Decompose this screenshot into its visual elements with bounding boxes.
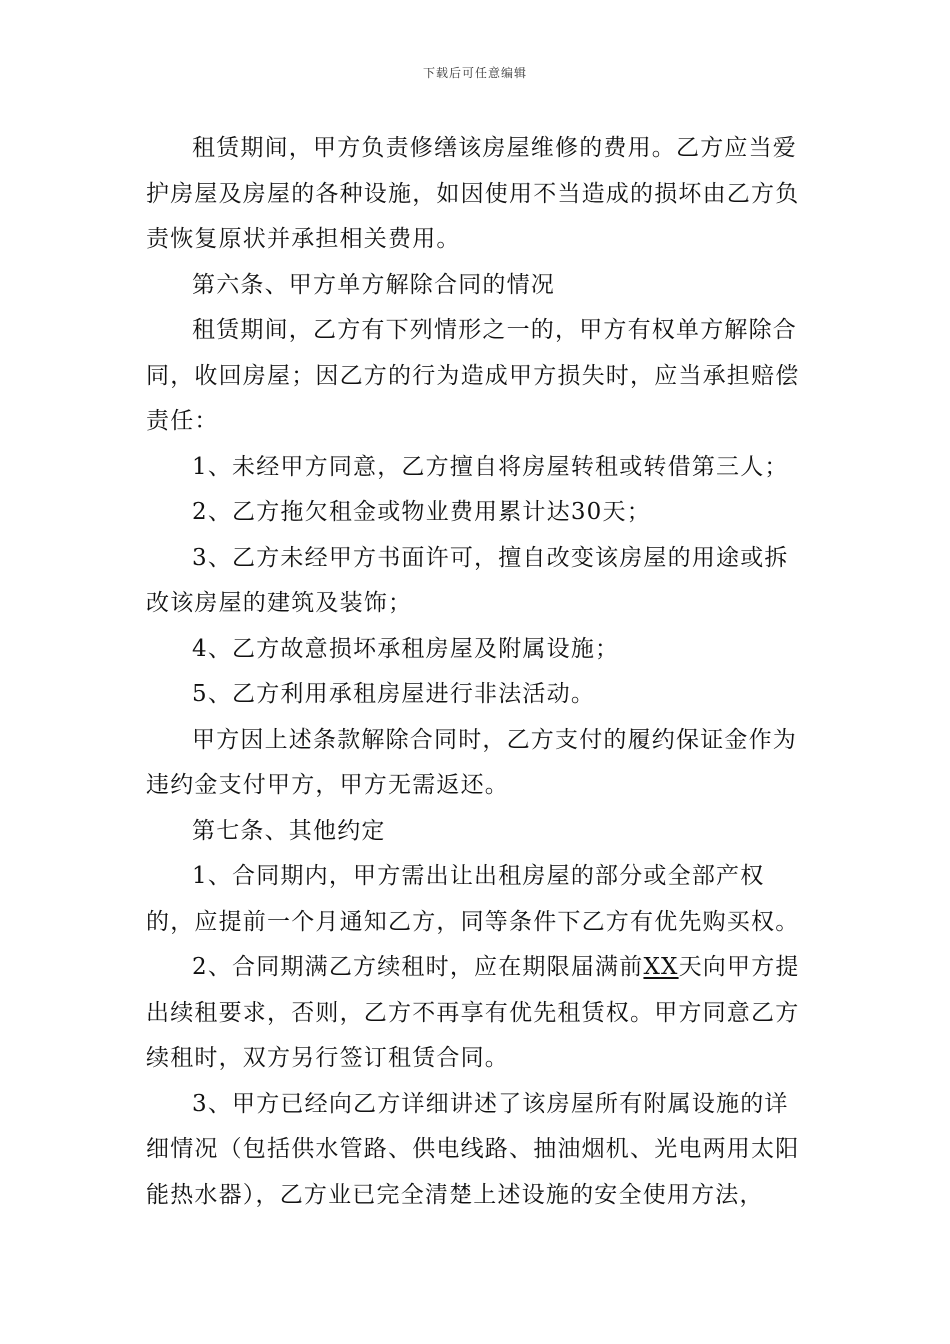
paragraph-deposit-forfeit: 甲方因上述条款解除合同时，乙方支付的履约保证金作为违约金支付甲方，甲方无需返还。 [146,726,797,798]
paragraph-repair-responsibility: 租赁期间，甲方负责修缮该房屋维修的费用。乙方应当爱护房屋及房屋的各种设施，如因使用不当造成的损坏由乙方负责恢复原状并承担相关费用。 [146,135,800,252]
termination-item-3: 3、乙方未经甲方书面许可，擅自改变该房屋的用途或拆改该房屋的建筑及装饰； [146,544,789,616]
termination-item-5: 5、乙方利用承租房屋进行非法活动。 [192,681,596,707]
termination-item-1: 1、未经甲方同意，乙方擅自将房屋转租或转借第三人； [192,453,789,480]
contract-body [146,126,806,1218]
renewal-days-blank: XX [643,954,679,980]
renewal-text-after: 天向甲方提出续租要求，否则，乙方不再享有优先租赁权。甲方同意乙方续租时，双方另行签订租赁合同。 [146,954,800,1071]
renewal-text-before: 2、合同期满乙方续租时，应在期限届满前 [192,954,644,980]
other-item-3: 3、甲方已经向乙方详细讲述了该房屋所有附属设施的详细情况（包括供水管路、供电线路、抽油烟机、光电两用太阳能热水器），乙方业已完全清楚上述设施的安全使用方法， [146,1090,800,1208]
termination-item-2: 2、乙方拖欠租金或物业费用累计达30天； [192,499,651,525]
other-item-2 [146,945,806,1082]
other-item-1: 1、合同期内，甲方需出让出租房屋的部分或全部产权的，应提前一个月通知乙方，同等条件下乙方有优先购买权。 [146,863,800,935]
article-six-heading: 第六条、甲方单方解除合同的情况 [192,271,555,298]
paragraph-termination-intro: 租赁期间，乙方有下列情形之一的，甲方有权单方解除合同，收回房屋；因乙方的行为造成甲方损失时，应当承担赔偿责任： [146,317,800,434]
header-note: 下载后可任意编辑 [422,66,527,80]
article-seven-heading: 第七条、其他约定 [192,817,386,844]
termination-item-4: 4、乙方故意损坏承租房屋及附属设施； [192,635,620,662]
